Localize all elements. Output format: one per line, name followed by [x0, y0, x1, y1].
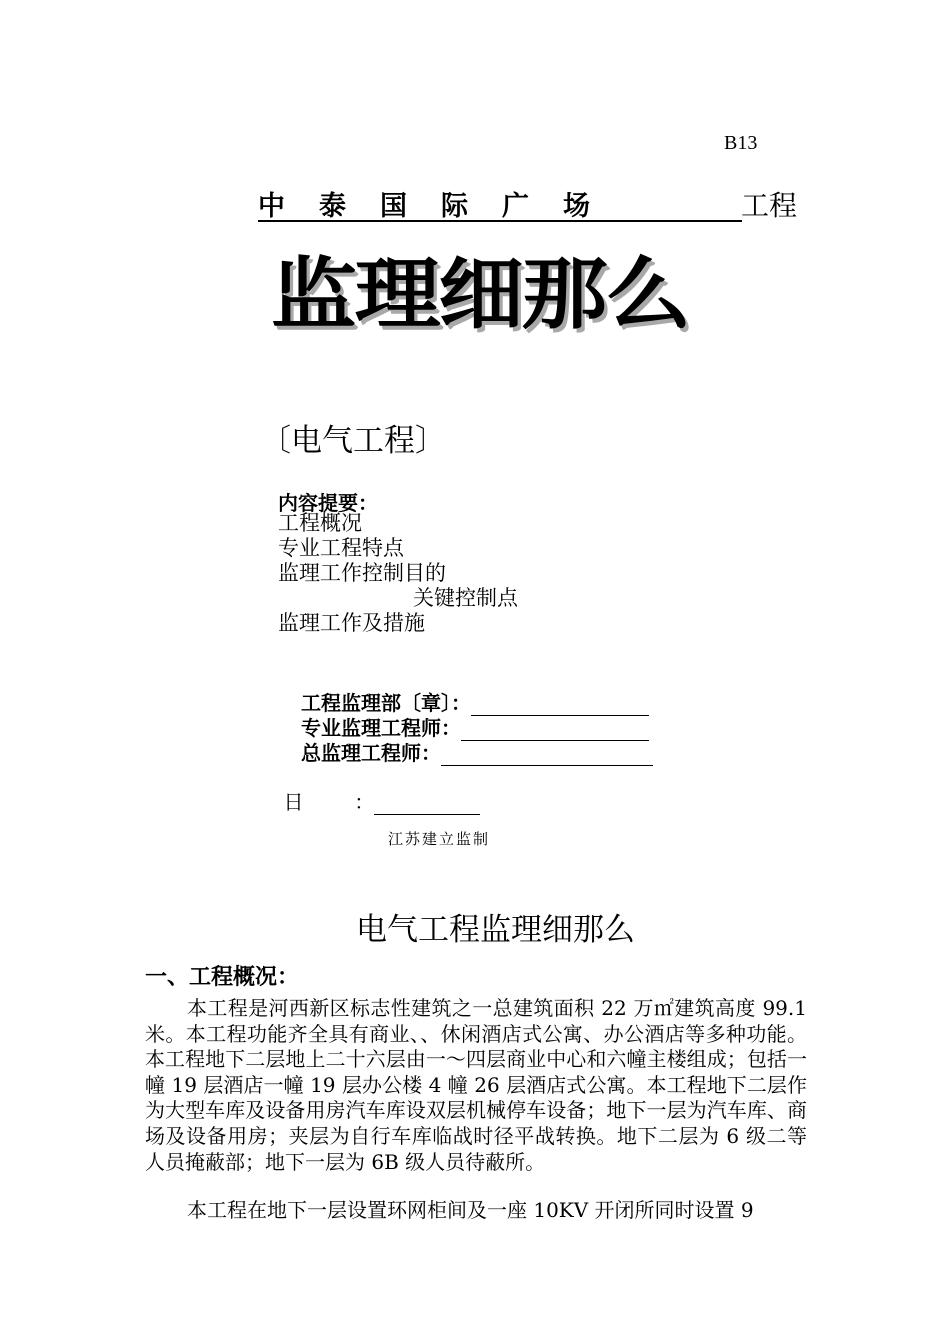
paragraph: 本工程是河西新区标志性建筑之一总建筑面积 22 万㎡建筑高度 99.1 米。本工程功能齐全具有商业、、休闲酒店式公寓、办公酒店等多种功能。本工程地下二层地上二十六层由一～四层商业中心和六幢主楼组成；包括一幢 19 层酒店一幢 19 层办公楼 4 幢 26 层酒店式公寓。本工程地下二层作为大型车库及设备用房汽车库设双层机械停车设备；地下一层为汽车库、商场及设备用房；夹层为自行车库临战时径平战转换。地下二层为 6 级二等人员掩蔽部；地下一层为 6B 级人员待蔽所。 [145, 996, 807, 1174]
toc-item: 关键控制点 [413, 586, 518, 610]
subtitle: 〔电气工程〕 [260, 423, 446, 459]
signature-label: 总监理工程师： [301, 741, 441, 765]
toc-item: 监理工作控制目的 [278, 561, 446, 585]
main-title: 监理细那么 [270, 250, 689, 340]
toc-item: 监理工作及措施 [278, 611, 425, 635]
toc-item: 专业工程特点 [278, 536, 404, 560]
paragraph: 本工程在地下一层设置环网柜间及一座 10KV 开闭所同时设置 9 [187, 1198, 754, 1222]
project-suffix: 工程 [741, 189, 798, 222]
organization: 江苏建立监制 [388, 830, 491, 848]
toc-item: 工程概况 [278, 511, 362, 535]
project-name: 中泰国际广场 [258, 184, 742, 222]
signature-label: 专业监理工程师： [301, 716, 461, 740]
signature-label: 工程监理部〔章〕： [301, 691, 471, 715]
document-title: 电气工程监理细那么 [356, 912, 635, 948]
toc-heading: 内容提要： [278, 491, 378, 515]
signature-label: 日 ： [283, 790, 375, 814]
section-heading: 一、工程概况： [145, 965, 300, 990]
signature-line[interactable] [374, 794, 480, 815]
document-code: B13 [724, 132, 758, 154]
